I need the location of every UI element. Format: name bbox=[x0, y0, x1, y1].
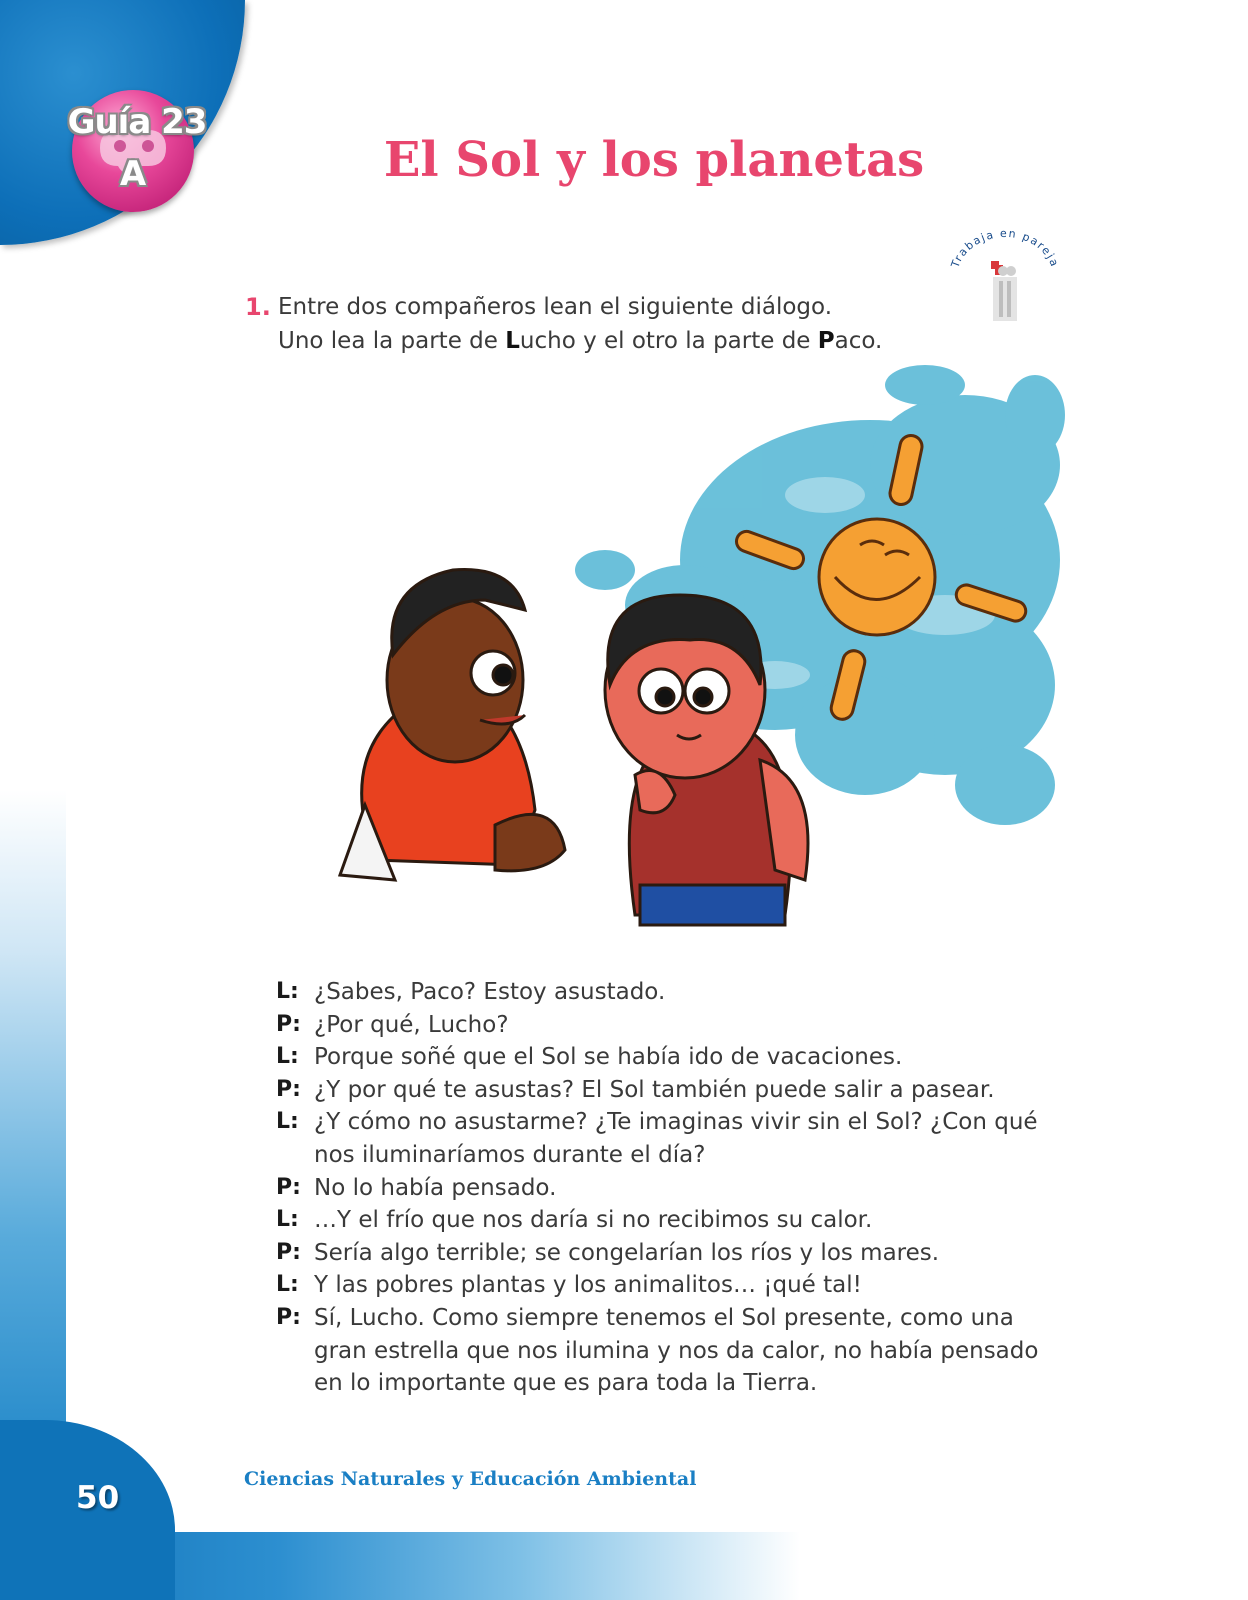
footer-subject: Ciencias Naturales y Educación Ambiental bbox=[244, 1468, 697, 1490]
speaker-label: L: bbox=[276, 1272, 299, 1298]
dialogue-line bbox=[276, 1041, 1056, 1074]
stamp-text: Trabaja en pareja bbox=[948, 226, 1062, 270]
speech-text: Porque soñé que el Sol se había ido de vacaciones. bbox=[314, 1044, 903, 1071]
speaker-label: P: bbox=[276, 1076, 301, 1102]
speaker-label: P: bbox=[276, 1011, 301, 1037]
speech-text: Sí, Lucho. Como siempre tenemos el Sol presente, como una gran estrella que nos ilumina y nos da calor, no había pensado en lo importante que es para toda la Tierra. bbox=[314, 1304, 1039, 1397]
dialogue-line bbox=[276, 1204, 1056, 1237]
dialogue-line bbox=[276, 1009, 1056, 1042]
guide-number: Guía 23 bbox=[67, 102, 207, 142]
instruction-line-2: Uno lea la parte de Lucho y el otro la parte de Paco. bbox=[278, 328, 883, 354]
speech-text: ¿Y por qué te asustas? El Sol también puede salir a pasear. bbox=[314, 1076, 995, 1103]
page-number: 50 bbox=[76, 1480, 120, 1516]
page-title: El Sol y los planetas bbox=[383, 132, 925, 188]
speaker-label: P: bbox=[276, 1174, 301, 1200]
speaker-label: P: bbox=[276, 1239, 301, 1265]
speech-text: Sería algo terrible; se congelarían los ríos y los mares. bbox=[314, 1239, 940, 1266]
speech-text: ¿Sabes, Paco? Estoy asustado. bbox=[314, 979, 666, 1005]
speaker-label: L: bbox=[276, 1044, 299, 1070]
guide-letter: A bbox=[119, 154, 147, 194]
dialogue-line bbox=[276, 1237, 1056, 1270]
dialogue-line bbox=[276, 1302, 1056, 1400]
paco-initial: P bbox=[817, 328, 835, 354]
exercise-number: 1. bbox=[245, 293, 271, 321]
exercise-instruction bbox=[245, 290, 1005, 358]
instruction-line-1: Entre dos compañeros lean el siguiente diálogo. bbox=[278, 294, 833, 320]
lucho-character bbox=[340, 570, 565, 881]
dialogue-line bbox=[276, 1172, 1056, 1205]
boys-and-sun-illustration bbox=[305, 355, 1065, 945]
speech-text: Y las pobres plantas y los animalitos… ¡qué tal! bbox=[314, 1272, 862, 1299]
dialogue-line bbox=[276, 1269, 1056, 1302]
dialogue-line bbox=[276, 976, 1056, 1009]
speech-text: ¿Por qué, Lucho? bbox=[314, 1011, 509, 1038]
lucho-initial: L bbox=[505, 328, 520, 354]
speech-text: No lo había pensado. bbox=[314, 1174, 557, 1201]
speaker-label: L: bbox=[276, 1207, 299, 1233]
speaker-label: P: bbox=[276, 1304, 301, 1330]
dialogue-line bbox=[276, 1106, 1056, 1171]
dialogue bbox=[276, 976, 1056, 1400]
speech-text: ¿Y cómo no asustarme? ¿Te imaginas vivir sin el Sol? ¿Con qué nos iluminaríamos durante el día? bbox=[314, 1109, 1038, 1168]
speech-text: …Y el frío que nos daría si no recibimos su calor. bbox=[314, 1207, 873, 1234]
speaker-label: L: bbox=[276, 1109, 299, 1135]
speaker-label: L: bbox=[276, 979, 299, 1004]
dialogue-line bbox=[276, 1074, 1056, 1107]
